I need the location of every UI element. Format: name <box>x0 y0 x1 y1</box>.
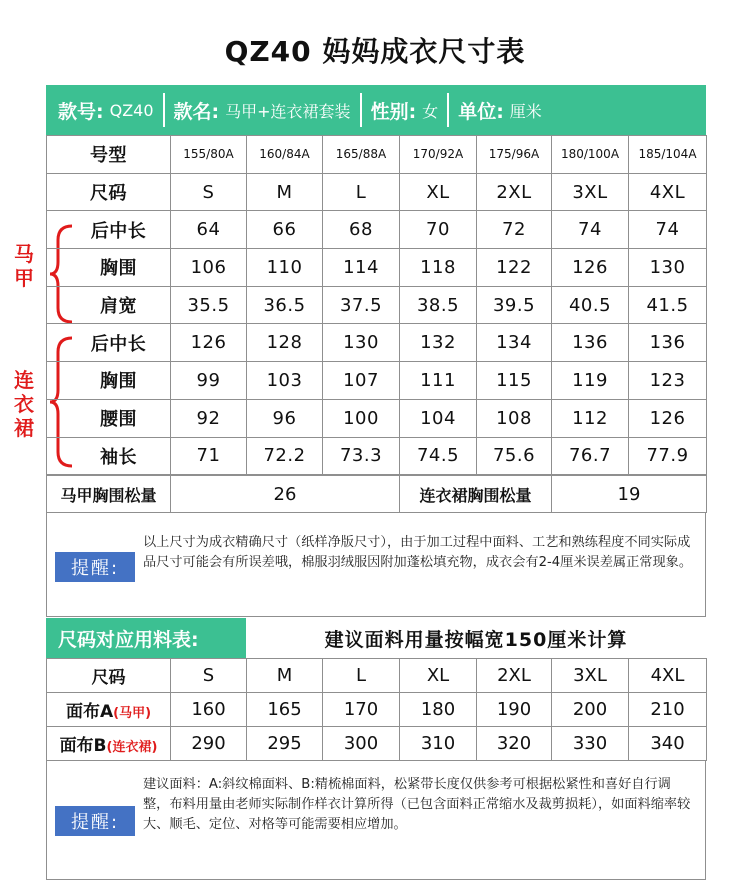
reminder-box-2 <box>46 760 706 880</box>
usage-title: 尺码对应用料表: <box>46 618 246 658</box>
style-no-label: 款号: <box>58 100 104 123</box>
vest-row <box>47 249 707 287</box>
dress-row <box>47 437 707 475</box>
fabric-b-row-value-cell: 290 <box>171 727 247 761</box>
size-cell: 4XL <box>629 173 707 211</box>
vest-value-cell: 39.5 <box>477 286 552 324</box>
fabric-b-row-value-cell: 310 <box>400 727 477 761</box>
vest-row <box>47 211 707 249</box>
size-cell: 2XL <box>477 173 552 211</box>
vest-row <box>47 286 707 324</box>
vest-value-cell: 110 <box>247 249 323 287</box>
model-cell: 175/96A <box>477 136 552 174</box>
vest-value-cell: 41.5 <box>629 286 707 324</box>
vest-value-cell: 74 <box>552 211 629 249</box>
size-label: 尺码 <box>47 173 171 211</box>
gender-label: 性别: <box>370 100 417 123</box>
ease-row <box>47 476 707 513</box>
vest-value-cell: 130 <box>629 249 707 287</box>
dress-value-cell: 112 <box>552 399 629 437</box>
vest-ease-value: 26 <box>171 476 400 513</box>
style-no-value: QZ40 <box>109 100 154 120</box>
model-cell: 180/100A <box>552 136 629 174</box>
size-cell: L <box>323 173 400 211</box>
fabric-b-row-value-cell: 320 <box>477 727 552 761</box>
usage-size-cell: M <box>247 659 323 693</box>
reminder-text: 建议面料：A:斜纹棉面料、B:精梳棉面料，松紧带长度仅供参考可根据松紧性和喜好自行调整，布料用量由老师实际制作样衣计算所得（已包含面料正常缩水及裁剪损耗），如面料缩率较大、顺毛、定位、对格等可能需要相应增加。 <box>143 777 691 832</box>
dress-value-cell: 103 <box>247 362 323 400</box>
dress-value-cell: 107 <box>323 362 400 400</box>
vest-row-label: 肩宽 <box>47 286 171 324</box>
dress-value-cell: 73.3 <box>323 437 400 475</box>
dress-ease-value: 19 <box>552 476 707 513</box>
usage-size-row <box>47 659 707 693</box>
fabric-a-row-value-cell: 210 <box>629 693 707 727</box>
model-cell: 160/84A <box>247 136 323 174</box>
dress-value-cell: 111 <box>400 362 477 400</box>
gender <box>371 85 439 135</box>
model-cell: 170/92A <box>400 136 477 174</box>
dress-value-cell: 96 <box>247 399 323 437</box>
unit-label: 单位: <box>458 100 504 123</box>
dress-value-cell: 126 <box>171 324 247 362</box>
reminder-text: 以上尺寸为成衣精确尺寸（纸样净版尺寸），由于加工过程中面料、工艺和熟练程度不同实际成品尺寸可能会有所误差哦，棉服羽绒服因附加蓬松填充物，成衣会有2-4厘米误差属正常现象。 <box>143 535 693 570</box>
usage-size-cell: S <box>171 659 247 693</box>
fabric-a-row-value-cell: 200 <box>552 693 629 727</box>
fabric-a-row <box>47 693 707 727</box>
dress-value-cell: 74.5 <box>400 437 477 475</box>
vest-value-cell: 40.5 <box>552 286 629 324</box>
usage-size-label: 尺码 <box>47 659 171 693</box>
vest-row-label: 后中长 <box>47 211 171 249</box>
dress-value-cell: 108 <box>477 399 552 437</box>
style-name-label: 款名: <box>173 100 220 123</box>
model-cell: 155/80A <box>171 136 247 174</box>
unit <box>458 85 542 135</box>
gender-value: 女 <box>422 101 439 121</box>
vest-side-label: 马甲 <box>14 242 34 290</box>
usage-table <box>46 658 707 761</box>
vest-value-cell: 126 <box>552 249 629 287</box>
dress-value-cell: 136 <box>629 324 707 362</box>
style-name-value: 马甲+连衣裙套装 <box>225 101 351 121</box>
fabric-b-row-name: 面布B <box>59 736 107 756</box>
dress-value-cell: 71 <box>171 437 247 475</box>
size-table <box>46 135 707 475</box>
dress-row <box>47 399 707 437</box>
fabric-b-row-note: (连衣裙) <box>106 740 158 755</box>
vest-value-cell: 35.5 <box>171 286 247 324</box>
dress-value-cell: 75.6 <box>477 437 552 475</box>
usage-size-cell: 4XL <box>629 659 707 693</box>
dress-value-cell: 99 <box>171 362 247 400</box>
fabric-a-row-label <box>47 693 171 727</box>
dress-value-cell: 134 <box>477 324 552 362</box>
dress-row <box>47 324 707 362</box>
usage-size-cell: XL <box>400 659 477 693</box>
dress-value-cell: 115 <box>477 362 552 400</box>
dress-row-label: 袖长 <box>47 437 171 475</box>
divider <box>163 93 165 127</box>
fabric-b-row <box>47 727 707 761</box>
style-no <box>46 85 154 135</box>
vest-value-cell: 72 <box>477 211 552 249</box>
dress-value-cell: 119 <box>552 362 629 400</box>
fabric-a-row-value-cell: 160 <box>171 693 247 727</box>
vest-value-cell: 74 <box>629 211 707 249</box>
fabric-b-row-label <box>47 727 171 761</box>
fabric-b-row-value-cell: 340 <box>629 727 707 761</box>
dress-value-cell: 104 <box>400 399 477 437</box>
fabric-a-row-value-cell: 190 <box>477 693 552 727</box>
style-name <box>174 85 351 135</box>
fabric-b-row-value-cell: 295 <box>247 727 323 761</box>
dress-value-cell: 132 <box>400 324 477 362</box>
reminder-badge: 提醒: <box>55 552 135 582</box>
vest-value-cell: 37.5 <box>323 286 400 324</box>
size-cell: M <box>247 173 323 211</box>
page-title: QZ40 妈妈成衣尺寸表 <box>224 35 526 68</box>
divider <box>360 93 362 127</box>
fabric-b-row-value-cell: 300 <box>323 727 400 761</box>
fabric-a-row-note: (马甲) <box>113 706 152 721</box>
usage-recommend: 建议面料用量按幅宽150厘米计算 <box>324 628 628 651</box>
unit-value: 厘米 <box>509 101 542 121</box>
vest-value-cell: 118 <box>400 249 477 287</box>
size-cell: 3XL <box>552 173 629 211</box>
vest-value-cell: 64 <box>171 211 247 249</box>
dress-value-cell: 76.7 <box>552 437 629 475</box>
dress-value-cell: 77.9 <box>629 437 707 475</box>
dress-value-cell: 130 <box>323 324 400 362</box>
vest-value-cell: 114 <box>323 249 400 287</box>
fabric-a-row-value-cell: 180 <box>400 693 477 727</box>
info-bar <box>46 85 706 135</box>
dress-row-label: 后中长 <box>47 324 171 362</box>
vest-value-cell: 70 <box>400 211 477 249</box>
fabric-a-row-value-cell: 170 <box>323 693 400 727</box>
size-cell: XL <box>400 173 477 211</box>
vest-value-cell: 106 <box>171 249 247 287</box>
dress-value-cell: 123 <box>629 362 707 400</box>
dress-side-label: 连衣裙 <box>14 368 34 440</box>
ease-table <box>46 475 707 513</box>
dress-value-cell: 126 <box>629 399 707 437</box>
fabric-a-row-value-cell: 165 <box>247 693 323 727</box>
dress-row <box>47 362 707 400</box>
size-cell: S <box>171 173 247 211</box>
vest-row-label: 胸围 <box>47 249 171 287</box>
vest-value-cell: 66 <box>247 211 323 249</box>
model-row <box>47 136 707 174</box>
dress-row-label: 胸围 <box>47 362 171 400</box>
model-cell: 165/88A <box>323 136 400 174</box>
fabric-b-row-value-cell: 330 <box>552 727 629 761</box>
model-label: 号型 <box>47 136 171 174</box>
dress-ease-label: 连衣裙胸围松量 <box>400 476 552 513</box>
dress-value-cell: 72.2 <box>247 437 323 475</box>
dress-value-cell: 92 <box>171 399 247 437</box>
usage-size-cell: 3XL <box>552 659 629 693</box>
usage-size-cell: 2XL <box>477 659 552 693</box>
dress-value-cell: 100 <box>323 399 400 437</box>
vest-value-cell: 38.5 <box>400 286 477 324</box>
vest-ease-label: 马甲胸围松量 <box>47 476 171 513</box>
model-cell: 185/104A <box>629 136 707 174</box>
reminder-badge: 提醒: <box>55 806 135 836</box>
reminder-box-1 <box>46 512 706 617</box>
vest-value-cell: 36.5 <box>247 286 323 324</box>
dress-row-label: 腰围 <box>47 399 171 437</box>
usage-size-cell: L <box>323 659 400 693</box>
usage-header <box>46 618 706 658</box>
dress-value-cell: 136 <box>552 324 629 362</box>
fabric-a-row-name: 面布A <box>65 702 114 722</box>
dress-value-cell: 128 <box>247 324 323 362</box>
vest-value-cell: 122 <box>477 249 552 287</box>
size-row <box>47 173 707 211</box>
vest-value-cell: 68 <box>323 211 400 249</box>
divider <box>447 93 449 127</box>
